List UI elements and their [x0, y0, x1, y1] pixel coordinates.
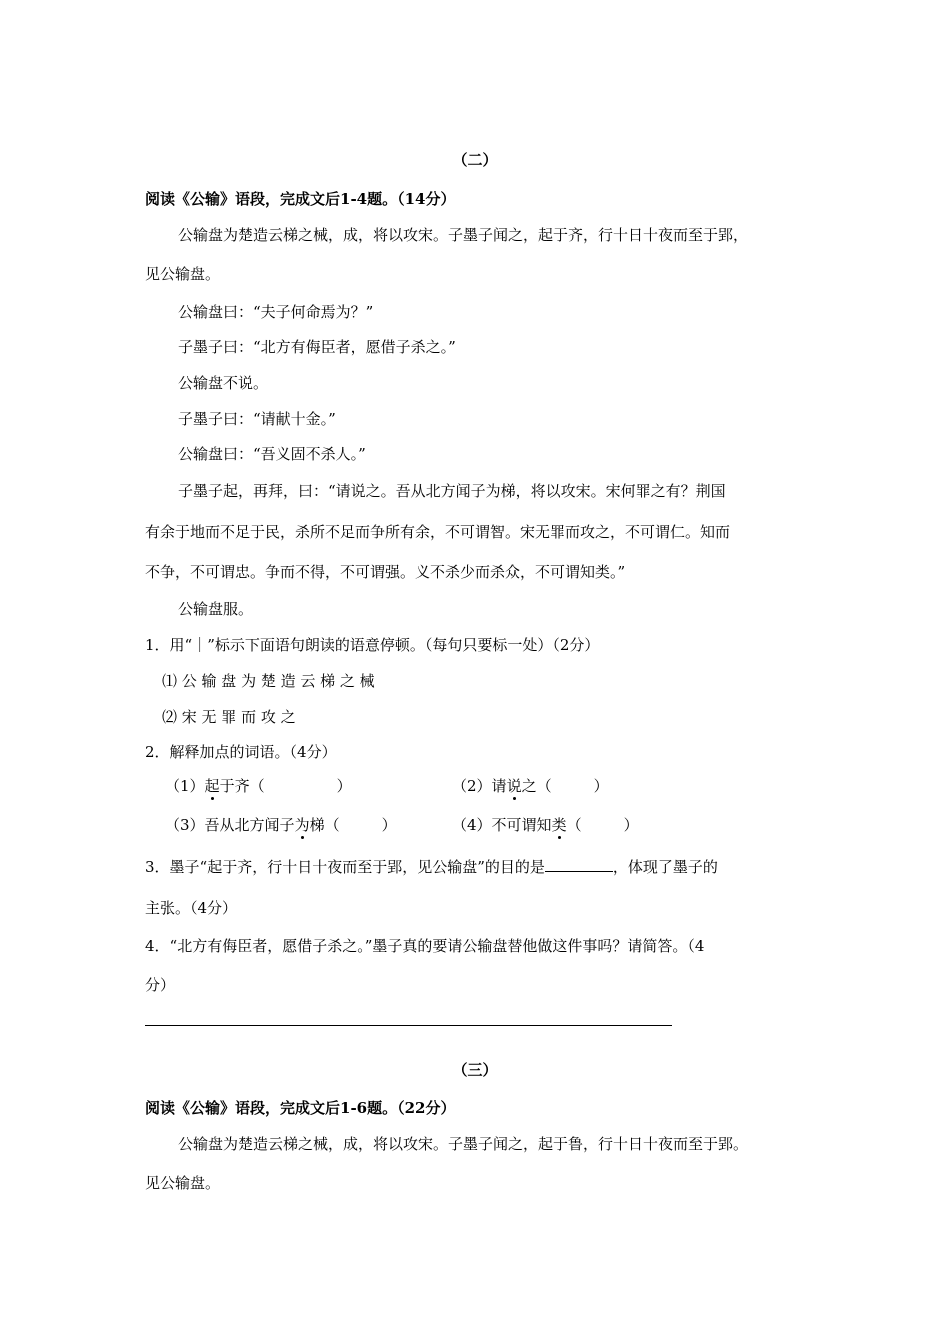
passage-line: 公输盘曰：“夫子何命焉为？” [178, 303, 374, 321]
question-2-item-3 [165, 815, 397, 835]
passage-line: 有余于地而不足于民，杀所不足而争所有余，不可谓智。宋无罪而攻之，不可谓仁。知而 [145, 523, 731, 541]
question-3-text: ，体现了墨子的 [612, 858, 718, 876]
item-text: 梯（ [309, 816, 340, 834]
passage-line: 子墨子起，再拜，曰：“请说之。吾从北方闻子为梯，将以攻宋。宋何罪之有？荆国 [178, 482, 726, 500]
item-number: （3） [165, 816, 205, 834]
passage-line: 公输盘服。 [178, 600, 254, 618]
dotted-word: 说 [506, 777, 522, 795]
item-text: 之（ [521, 777, 552, 795]
answer-blank [545, 857, 613, 872]
passage-line: 公输盘为楚造云梯之械，成，将以攻宋。子墨子闻之，起于齐，行十日十夜而至于郢， [178, 226, 749, 244]
passage-line: 见公输盘。 [145, 1174, 221, 1192]
passage-line: 公输盘为楚造云梯之械，成，将以攻宋。子墨子闻之，起于鲁，行十日十夜而至于郢。 [178, 1135, 749, 1153]
question-2: 2．解释加点的词语。（4分） [145, 743, 337, 761]
item-text: 于齐（ [219, 777, 265, 795]
item-number: （1） [165, 777, 205, 795]
item-close: ） [593, 777, 609, 795]
question-2-item-2 [452, 776, 609, 796]
section3-instruction: 阅读《公输》语段，完成文后1-6题。（22分） [145, 1099, 456, 1117]
passage-line: 公输盘曰：“吾义固不杀人。” [178, 445, 366, 463]
item-close: ） [623, 816, 639, 834]
passage-line: 公输盘不说。 [178, 374, 269, 392]
passage-line: 子墨子曰：“请献十金。” [178, 410, 336, 428]
question-1-item: ⑴ 公 输 盘 为 楚 造 云 梯 之 械 [162, 672, 375, 690]
item-number: （4） [452, 816, 492, 834]
item-text: 不可谓知 [491, 816, 552, 834]
item-close: ） [336, 777, 352, 795]
question-3 [145, 857, 718, 877]
question-1-item: ⑵ 宋 无 罪 而 攻 之 [162, 708, 296, 726]
passage-line: 见公输盘。 [145, 265, 221, 283]
question-2-item-1 [165, 776, 352, 796]
question-3-cont: 主张。（4分） [145, 899, 238, 917]
dotted-word: 起 [204, 777, 220, 795]
answer-line [145, 1025, 672, 1026]
item-close: ） [381, 816, 397, 834]
question-1: 1．用“｜”标示下面语句朗读的语意停顿。（每句只要标一处）（2分） [145, 636, 600, 654]
item-number: （2） [452, 777, 492, 795]
passage-line: 不争，不可谓忠。争而不得，不可谓强。义不杀少而杀众，不可谓知类。” [145, 563, 626, 581]
passage-line: 子墨子曰：“北方有侮臣者，愿借子杀之。” [178, 338, 456, 356]
question-2-item-4 [452, 815, 639, 835]
item-text: 请 [491, 777, 507, 795]
section2-heading: （二） [452, 151, 498, 169]
section3-heading: （三） [452, 1061, 498, 1079]
item-text: 吾从北方闻子 [204, 816, 295, 834]
question-3-text: 3．墨子“起于齐，行十日十夜而至于郢，见公输盘”的目的是 [145, 858, 545, 876]
item-text: （ [566, 816, 582, 834]
question-4-cont: 分） [145, 976, 176, 994]
dotted-word: 为 [294, 816, 310, 834]
section2-instruction: 阅读《公输》语段，完成文后1-4题。（14分） [145, 190, 456, 208]
question-4: 4．“北方有侮臣者，愿借子杀之。”墨子真的要请公输盘替他做这件事吗？请简答。（4 [145, 937, 705, 955]
dotted-word: 类 [551, 816, 567, 834]
